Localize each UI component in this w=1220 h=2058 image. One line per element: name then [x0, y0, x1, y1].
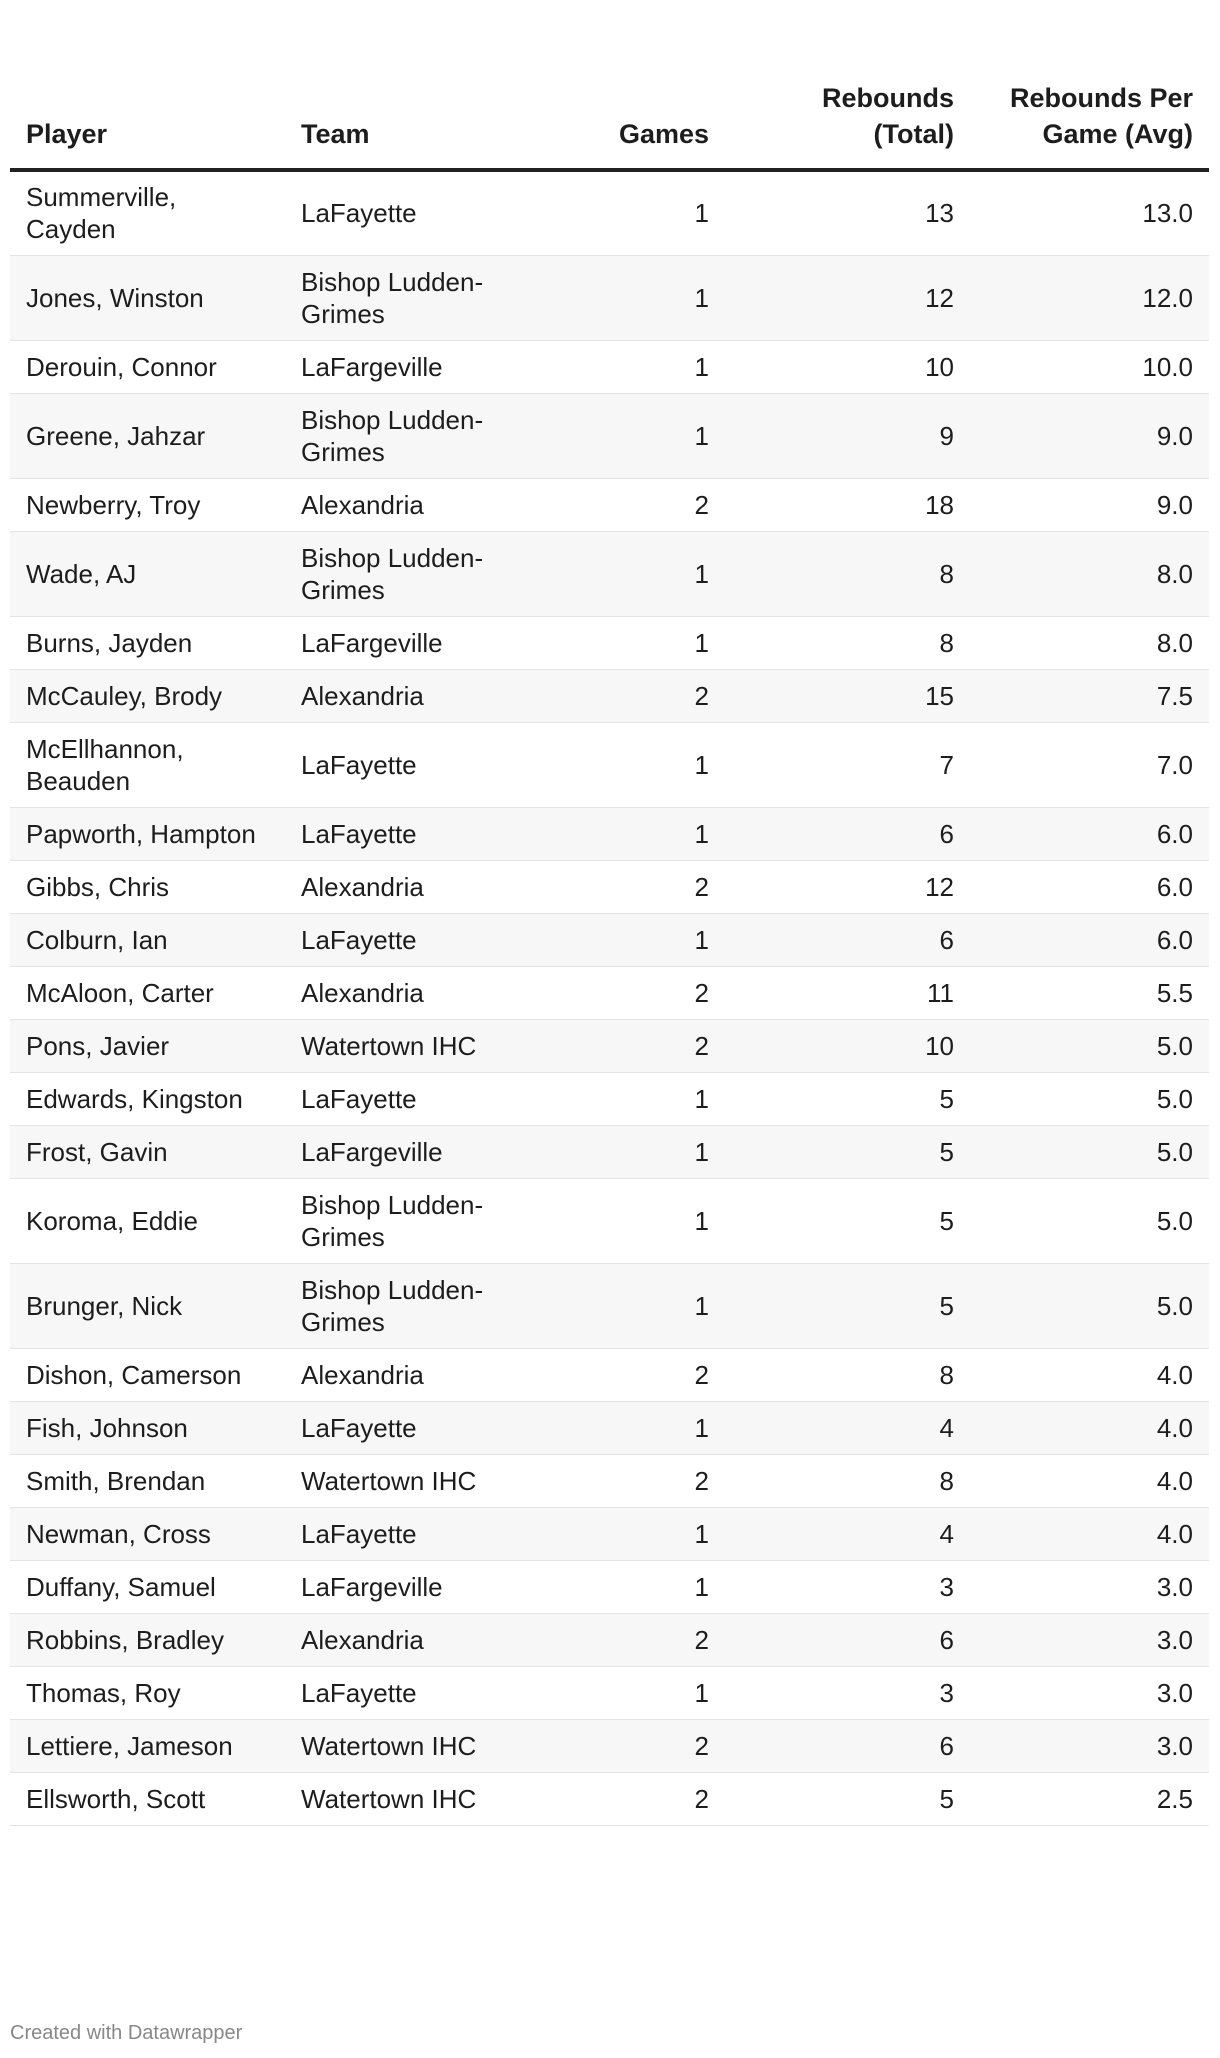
table-row — [10, 966, 1209, 1019]
cell-rebounds-per-game: 13.0 — [970, 170, 1209, 255]
cell-rebounds-total: 12 — [725, 255, 970, 340]
cell-rebounds-per-game: 7.5 — [970, 669, 1209, 722]
cell-player: McAloon, Carter — [10, 966, 285, 1019]
table-row — [10, 1348, 1209, 1401]
cell-player: Burns, Jayden — [10, 616, 285, 669]
cell-player: Pons, Javier — [10, 1019, 285, 1072]
cell-games: 1 — [525, 1401, 725, 1454]
header-games[interactable]: Games — [525, 0, 725, 170]
cell-rebounds-per-game: 12.0 — [970, 255, 1209, 340]
cell-player: Robbins, Bradley — [10, 1613, 285, 1666]
cell-team: Watertown IHC — [285, 1019, 525, 1072]
cell-games: 1 — [525, 913, 725, 966]
cell-player: Papworth, Hampton — [10, 807, 285, 860]
cell-rebounds-total: 11 — [725, 966, 970, 1019]
cell-team: LaFayette — [285, 1507, 525, 1560]
cell-rebounds-per-game: 3.0 — [970, 1666, 1209, 1719]
cell-player: Newman, Cross — [10, 1507, 285, 1560]
cell-rebounds-total: 6 — [725, 807, 970, 860]
cell-team: Watertown IHC — [285, 1454, 525, 1507]
header-rebounds-per-game[interactable]: Rebounds Per Game (Avg) — [970, 0, 1209, 170]
cell-games: 1 — [525, 1178, 725, 1263]
table-row — [10, 860, 1209, 913]
cell-rebounds-per-game: 2.5 — [970, 1772, 1209, 1825]
cell-games: 1 — [525, 1263, 725, 1348]
cell-rebounds-per-game: 3.0 — [970, 1719, 1209, 1772]
header-row — [10, 0, 1209, 170]
cell-team: Alexandria — [285, 478, 525, 531]
cell-team: Watertown IHC — [285, 1772, 525, 1825]
cell-player: Dishon, Camerson — [10, 1348, 285, 1401]
cell-rebounds-per-game: 4.0 — [970, 1401, 1209, 1454]
cell-rebounds-total: 13 — [725, 170, 970, 255]
cell-player: Greene, Jahzar — [10, 393, 285, 478]
cell-team: LaFargeville — [285, 340, 525, 393]
cell-games: 2 — [525, 1348, 725, 1401]
cell-rebounds-per-game: 7.0 — [970, 722, 1209, 807]
cell-rebounds-per-game: 5.0 — [970, 1263, 1209, 1348]
cell-rebounds-per-game: 6.0 — [970, 913, 1209, 966]
table-row — [10, 669, 1209, 722]
cell-games: 1 — [525, 722, 725, 807]
cell-rebounds-per-game: 4.0 — [970, 1507, 1209, 1560]
cell-rebounds-per-game: 9.0 — [970, 478, 1209, 531]
cell-games: 1 — [525, 616, 725, 669]
cell-rebounds-per-game: 5.0 — [970, 1072, 1209, 1125]
table-row — [10, 722, 1209, 807]
cell-team: LaFayette — [285, 1072, 525, 1125]
cell-team: Bishop Ludden-Grimes — [285, 531, 525, 616]
cell-rebounds-total: 10 — [725, 1019, 970, 1072]
cell-player: Edwards, Kingston — [10, 1072, 285, 1125]
table-row — [10, 913, 1209, 966]
cell-rebounds-total: 5 — [725, 1125, 970, 1178]
cell-player: Newberry, Troy — [10, 478, 285, 531]
cell-player: Koroma, Eddie — [10, 1178, 285, 1263]
cell-player: Fish, Johnson — [10, 1401, 285, 1454]
cell-rebounds-per-game: 10.0 — [970, 340, 1209, 393]
cell-team: LaFayette — [285, 722, 525, 807]
table-body — [10, 170, 1209, 1825]
table-header — [10, 0, 1209, 170]
cell-team: Bishop Ludden-Grimes — [285, 1263, 525, 1348]
cell-team: Alexandria — [285, 860, 525, 913]
cell-player: Brunger, Nick — [10, 1263, 285, 1348]
cell-rebounds-total: 8 — [725, 1454, 970, 1507]
cell-rebounds-total: 8 — [725, 1348, 970, 1401]
cell-player: McCauley, Brody — [10, 669, 285, 722]
cell-games: 1 — [525, 531, 725, 616]
cell-rebounds-total: 5 — [725, 1072, 970, 1125]
cell-player: Smith, Brendan — [10, 1454, 285, 1507]
table-row — [10, 1719, 1209, 1772]
cell-games: 2 — [525, 1772, 725, 1825]
header-team[interactable]: Team — [285, 0, 525, 170]
cell-rebounds-total: 8 — [725, 531, 970, 616]
table-row — [10, 807, 1209, 860]
table-row — [10, 478, 1209, 531]
cell-games: 1 — [525, 1125, 725, 1178]
cell-player: Lettiere, Jameson — [10, 1719, 285, 1772]
cell-rebounds-total: 6 — [725, 1613, 970, 1666]
cell-player: Wade, AJ — [10, 531, 285, 616]
cell-games: 2 — [525, 1454, 725, 1507]
cell-team: Watertown IHC — [285, 1719, 525, 1772]
cell-games: 2 — [525, 478, 725, 531]
cell-games: 1 — [525, 1560, 725, 1613]
table-row — [10, 1019, 1209, 1072]
cell-player: Colburn, Ian — [10, 913, 285, 966]
cell-rebounds-total: 4 — [725, 1401, 970, 1454]
cell-games: 2 — [525, 1019, 725, 1072]
cell-team: LaFargeville — [285, 1125, 525, 1178]
table-row — [10, 616, 1209, 669]
cell-games: 2 — [525, 1613, 725, 1666]
cell-team: Alexandria — [285, 669, 525, 722]
cell-rebounds-per-game: 8.0 — [970, 531, 1209, 616]
table-row — [10, 1613, 1209, 1666]
cell-games: 1 — [525, 1072, 725, 1125]
cell-games: 2 — [525, 860, 725, 913]
cell-team: Bishop Ludden-Grimes — [285, 1178, 525, 1263]
cell-team: Bishop Ludden-Grimes — [285, 255, 525, 340]
cell-team: LaFayette — [285, 807, 525, 860]
cell-games: 1 — [525, 340, 725, 393]
table-row — [10, 1263, 1209, 1348]
cell-games: 1 — [525, 255, 725, 340]
cell-player: Thomas, Roy — [10, 1666, 285, 1719]
table-row — [10, 1507, 1209, 1560]
cell-rebounds-per-game: 3.0 — [970, 1613, 1209, 1666]
cell-team: LaFayette — [285, 1666, 525, 1719]
header-rebounds-total[interactable]: Rebounds (Total) — [725, 0, 970, 170]
cell-games: 2 — [525, 966, 725, 1019]
cell-team: Alexandria — [285, 1613, 525, 1666]
cell-games: 1 — [525, 1507, 725, 1560]
cell-rebounds-total: 4 — [725, 1507, 970, 1560]
cell-team: LaFayette — [285, 1401, 525, 1454]
table-row — [10, 1401, 1209, 1454]
cell-rebounds-per-game: 4.0 — [970, 1454, 1209, 1507]
cell-rebounds-total: 15 — [725, 669, 970, 722]
rebounds-table-container — [10, 0, 1209, 1826]
cell-games: 1 — [525, 1666, 725, 1719]
cell-player: McEllhannon, Beauden — [10, 722, 285, 807]
cell-rebounds-total: 5 — [725, 1263, 970, 1348]
cell-team: LaFayette — [285, 913, 525, 966]
cell-team: LaFayette — [285, 170, 525, 255]
table-row — [10, 255, 1209, 340]
table-row — [10, 1072, 1209, 1125]
cell-games: 2 — [525, 1719, 725, 1772]
cell-rebounds-per-game: 8.0 — [970, 616, 1209, 669]
table-row — [10, 1560, 1209, 1613]
cell-rebounds-per-game: 6.0 — [970, 860, 1209, 913]
cell-rebounds-per-game: 5.5 — [970, 966, 1209, 1019]
cell-rebounds-total: 5 — [725, 1178, 970, 1263]
table-row — [10, 340, 1209, 393]
cell-player: Derouin, Connor — [10, 340, 285, 393]
cell-team: LaFargeville — [285, 616, 525, 669]
table-row — [10, 1178, 1209, 1263]
rebounds-table — [10, 0, 1209, 1826]
cell-player: Duffany, Samuel — [10, 1560, 285, 1613]
cell-team: Alexandria — [285, 1348, 525, 1401]
cell-rebounds-per-game: 3.0 — [970, 1560, 1209, 1613]
cell-games: 1 — [525, 170, 725, 255]
table-row — [10, 393, 1209, 478]
cell-rebounds-total: 10 — [725, 340, 970, 393]
cell-rebounds-per-game: 5.0 — [970, 1019, 1209, 1072]
cell-rebounds-per-game: 6.0 — [970, 807, 1209, 860]
cell-rebounds-total: 18 — [725, 478, 970, 531]
cell-player: Jones, Winston — [10, 255, 285, 340]
header-player[interactable]: Player — [10, 0, 285, 170]
cell-rebounds-per-game: 5.0 — [970, 1178, 1209, 1263]
cell-rebounds-total: 3 — [725, 1560, 970, 1613]
cell-rebounds-total: 7 — [725, 722, 970, 807]
cell-rebounds-total: 6 — [725, 1719, 970, 1772]
table-row — [10, 531, 1209, 616]
cell-player: Frost, Gavin — [10, 1125, 285, 1178]
cell-rebounds-total: 5 — [725, 1772, 970, 1825]
table-row — [10, 1666, 1209, 1719]
cell-rebounds-per-game: 5.0 — [970, 1125, 1209, 1178]
table-row — [10, 1125, 1209, 1178]
cell-rebounds-total: 8 — [725, 616, 970, 669]
cell-games: 1 — [525, 393, 725, 478]
cell-team: Alexandria — [285, 966, 525, 1019]
cell-player: Ellsworth, Scott — [10, 1772, 285, 1825]
cell-rebounds-per-game: 9.0 — [970, 393, 1209, 478]
table-row — [10, 1772, 1209, 1825]
cell-rebounds-total: 12 — [725, 860, 970, 913]
cell-rebounds-total: 3 — [725, 1666, 970, 1719]
cell-player: Summerville, Cayden — [10, 170, 285, 255]
table-row — [10, 1454, 1209, 1507]
datawrapper-credit: Created with Datawrapper — [10, 2022, 243, 2044]
cell-rebounds-total: 9 — [725, 393, 970, 478]
cell-team: Bishop Ludden-Grimes — [285, 393, 525, 478]
cell-rebounds-total: 6 — [725, 913, 970, 966]
table-row — [10, 170, 1209, 255]
cell-rebounds-per-game: 4.0 — [970, 1348, 1209, 1401]
cell-games: 1 — [525, 807, 725, 860]
cell-team: LaFargeville — [285, 1560, 525, 1613]
cell-games: 2 — [525, 669, 725, 722]
cell-player: Gibbs, Chris — [10, 860, 285, 913]
